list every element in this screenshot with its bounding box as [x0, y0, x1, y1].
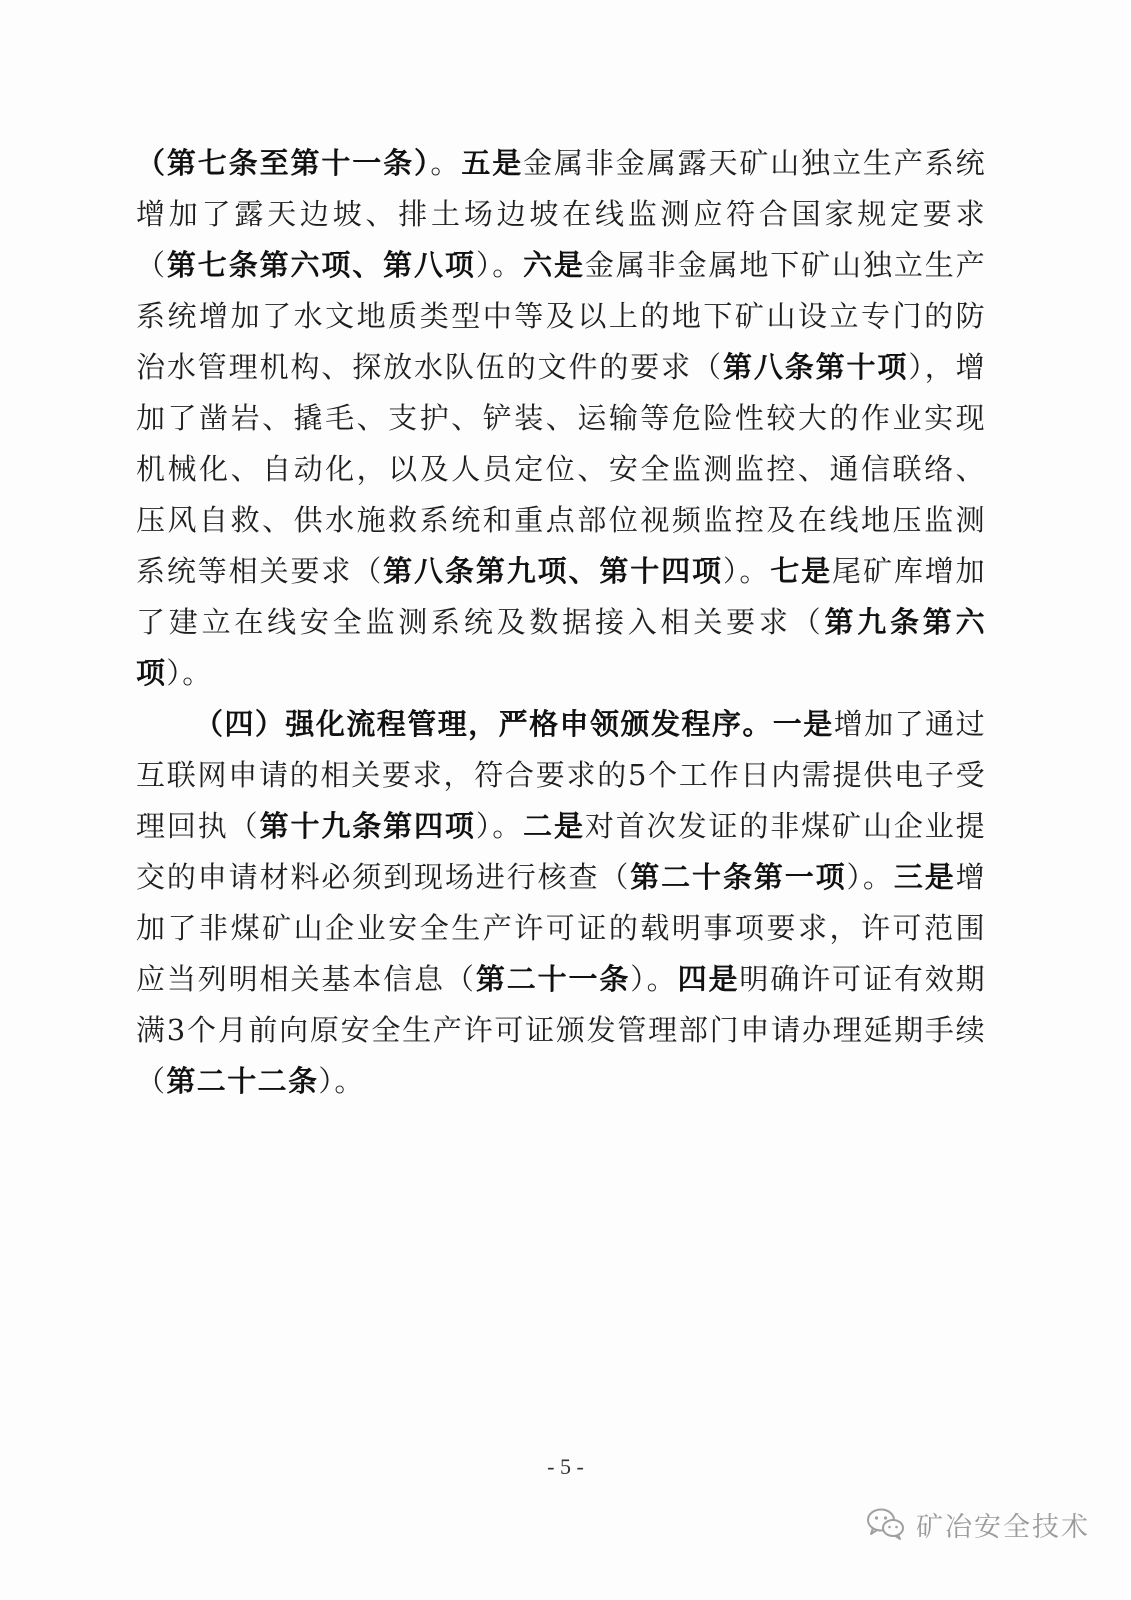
paragraph-text: ）。	[475, 809, 524, 843]
watermark-text: 矿冶安全技术	[916, 1511, 1090, 1543]
paragraph-text: 金属非金属露天矿山独立生产系统增加了露天边坡、排土场边坡在线监测应符合国家规定要求（	[136, 146, 986, 282]
article-reference: 第二十条第一项	[630, 860, 847, 894]
paragraph-text: ）。	[722, 554, 771, 588]
item-marker: 一是	[772, 707, 834, 741]
article-reference: 第二十一条	[475, 962, 631, 996]
paragraph-text: ）。	[630, 962, 678, 996]
article-reference: 第八条第十项	[722, 350, 909, 384]
article-reference: 第二十二条	[166, 1064, 319, 1098]
paragraph-text: 增加了通过互联网申请的相关要求，符合要求的5个工作日内需提供电子受理回执（	[136, 707, 986, 843]
document-body	[136, 138, 986, 1107]
paragraph-text: ）。	[846, 860, 894, 894]
paragraph-text: ）。	[318, 1064, 365, 1098]
section-heading: （四）强化流程管理，严格申领颁发程序。	[194, 707, 773, 741]
article-reference: 第十九条第四项	[259, 809, 476, 843]
paragraph-text: 增加了非煤矿山企业安全生产许可证的载明事项要求，许可范围应当列明相关基本信息（	[136, 860, 987, 996]
article-reference: 第七条第六项、第八项	[166, 248, 476, 282]
item-marker: 七是	[770, 554, 833, 588]
paragraph-1	[136, 138, 986, 699]
paragraph-text: 尾矿库增加了建立在线安全监测系统及数据接入相关要求（	[136, 554, 987, 639]
paragraph-text: 对首次发证的非煤矿山企业提交的申请材料必须到现场进行核查（	[136, 809, 987, 894]
item-marker: 三是	[893, 860, 956, 894]
item-marker: 六是	[523, 248, 585, 282]
paragraph-2	[136, 699, 986, 1107]
paragraph-text: 明确许可证有效期满3个月前向原安全生产许可证颁发管理部门申请办理延期手续（	[136, 962, 987, 1098]
item-marker: 五是	[461, 146, 524, 180]
wechat-icon	[866, 1507, 906, 1541]
page-number: - 5 -	[547, 1454, 584, 1479]
article-reference: 第九条第六项	[136, 605, 986, 690]
paragraph-text: 。	[430, 146, 462, 180]
paragraph-text: ）。	[475, 248, 524, 282]
watermark	[866, 1502, 1090, 1546]
article-reference: 第八条第九项、第十四项	[383, 554, 723, 588]
paragraph-text: 金属非金属地下矿山独立生产系统增加了水文地质类型中等及以上的地下矿山设立专门的防治水管理机构、探放水队伍的文件的要求（	[136, 248, 987, 384]
paragraph-text: ）。	[166, 656, 213, 690]
paragraph-text: ），增加了凿岩、撬毛、支护、铲装、运输等危险性较大的作业实现机械化、自动化，以及人员定位、安全监测监控、通信联络、压风自救、供水施救系统和重点部位视频监控及在线地压监测系统等相关要求（	[136, 350, 986, 588]
item-marker: 四是	[677, 962, 740, 996]
item-marker: 二是	[523, 809, 585, 843]
article-reference: （第七条至第十一条）	[136, 146, 431, 180]
